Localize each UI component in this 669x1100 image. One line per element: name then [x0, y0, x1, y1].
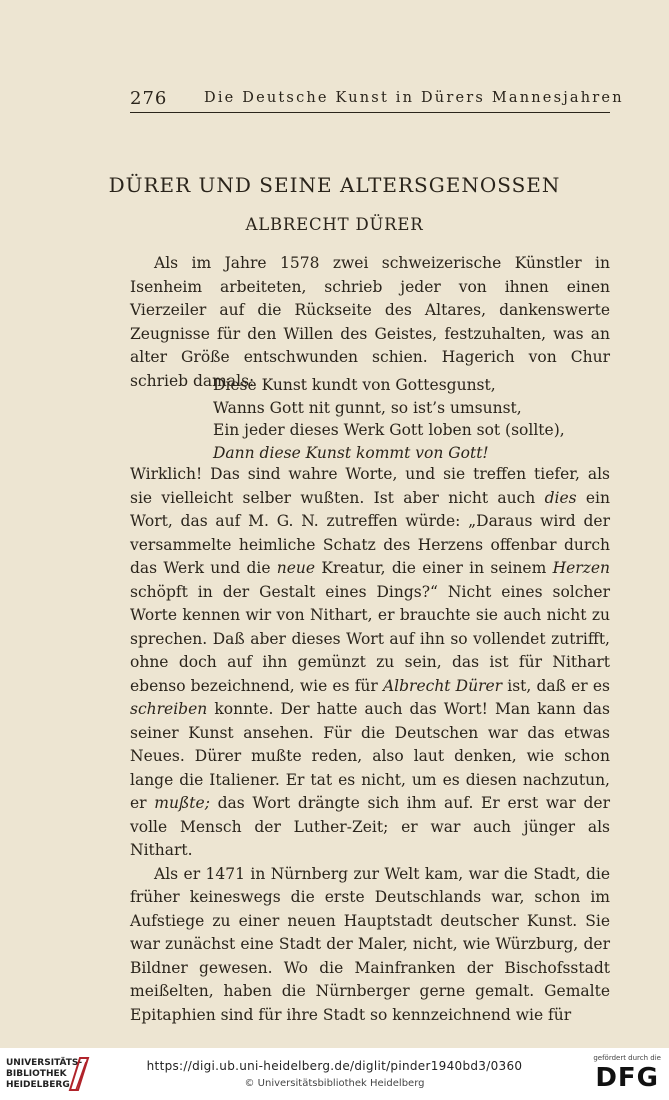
p2-f: konnte. Der hatte auch das Wort! Man kann das seiner Kunst ansehen. Für die Deutschen war das etwas Neues. Dürer mußte reden, also laut denken, wie schon lange die Italiener. Er tat es nicht, um es diesen nachzutun, er [130, 700, 610, 812]
p2-italic-6: mußte; [154, 794, 210, 812]
page-number: 276 [130, 88, 168, 109]
permalink-url[interactable]: https://digi.ub.uni-heidelberg.de/diglit/pinder1940bd3/0360 [146, 1059, 523, 1073]
verse-line-2: Wanns Gott nit gunnt, so ist’s umsunst, [213, 398, 522, 417]
funding-note: gefördert durch die [593, 1054, 661, 1062]
library-name-line-2: BIBLIOTHEK [6, 1069, 67, 1079]
p2-e: ist, daß er es [502, 676, 610, 695]
body-text [130, 463, 610, 1027]
paragraph-3: Als er 1471 in Nürnberg zur Welt kam, war die Stadt, die früher keineswegs die erste Deutschlands war, schon im Aufstiege zu einer neuen Hauptstadt deutscher Kunst. Sie war zunächst eine Stadt der Maler, nicht, wie Würzburg, der Bildner gewesen. Wo die Mainfranken der Bischofsstadt meißelten, haben die Nürnberger gerne gemalt. Gemalte Epitaphien sind für ihre Stadt so kennzeichnend wie für [130, 864, 610, 1024]
dfg-logo[interactable]: DFG [595, 1063, 659, 1093]
header-rule [130, 112, 610, 113]
verse-line-4 [213, 442, 565, 465]
viewer-footer [0, 1048, 669, 1100]
verse-line-3: Ein jeder dieses Werk Gott loben sot (sollte), [213, 421, 565, 439]
p2-italic-2: neue [276, 559, 316, 577]
p2-italic-4: Albrecht Dürer [382, 676, 503, 695]
running-title: Die Deutsche Kunst in Dürers Mannesjahren [204, 90, 624, 106]
p2-a: Wirklich! Das sind wahre Worte, und sie treffen tiefer, als sie vielleicht selber wußten. Ist aber nicht auch [130, 465, 610, 507]
p2-italic-1: dies [544, 488, 577, 507]
p2-italic-5: schreiben [130, 700, 208, 718]
verse-block [213, 374, 565, 464]
copyright-notice: © Universitätsbibliothek Heidelberg [244, 1078, 425, 1089]
chapter-title: DÜRER UND SEINE ALTERSGENOSSEN [108, 173, 561, 197]
p2-b: ein Wort, das auf M. G. N. zutreffen würde: „Daraus wird der versammelte heimliche Schatz des Herzens offenbar durch das Werk und die [130, 488, 610, 577]
paragraph-2 [130, 463, 610, 863]
p2-d: schöpft in der Gestalt eines Dings?“ Nicht eines solcher Worte kennen wir von Nithart, er brauchte sie auch nicht zu sprechen. Daß aber dieses Wort auf ihn so vollendet zutrifft, ohne doch auf ihn gemünzt zu sein, das ist für Nithart ebenso bezeichnend, wie es für [130, 582, 610, 695]
paragraph-1-text: Als im Jahre 1578 zwei schweizerische Künstler in Isenheim arbeiteten, schrieb jeder von ihnen einen Vierzeiler auf die Rückseite des Altares, dankenswerte Zeugnisse für den Willen des Geistes, festzuhalten, was an alter Größe entschwunden schien. Hagerich von Chur schrieb damals: [130, 254, 610, 390]
p2-g: das Wort drängte sich ihm auf. Er erst war der volle Mensch der Luther-Zeit; er war auch jünger als Nithart. [130, 794, 610, 859]
p2-italic-3: Herzen [552, 559, 610, 577]
verse-line-1: Diese Kunst kundt von Gottesgunst, [213, 376, 496, 394]
section-title: ALBRECHT DÜRER [245, 215, 424, 234]
p2-c: Kreatur, die einer in seinem [315, 559, 553, 577]
verse-line-4-italic: Dann diese Kunst kommt von Gott! [213, 443, 489, 462]
page-header [130, 88, 624, 112]
paragraph-1 [130, 252, 610, 393]
library-name-line-3: HEIDELBERG [6, 1080, 70, 1090]
library-name-line-1: UNIVERSITÄTS- [6, 1058, 83, 1068]
